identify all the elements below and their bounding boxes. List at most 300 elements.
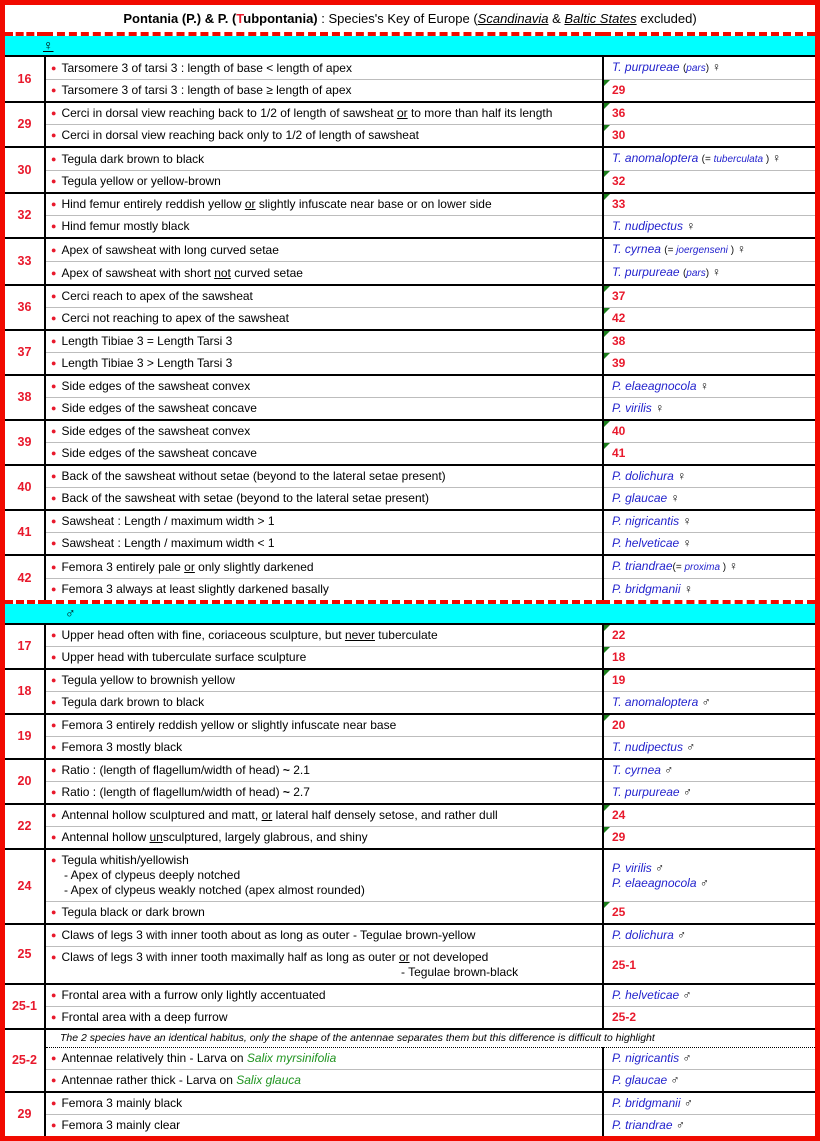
corner-marker-icon	[604, 805, 610, 811]
criterion-cell[interactable]	[45, 125, 603, 148]
text-segment: Femora 3 mainly black	[61, 1096, 183, 1110]
text-segment: Tegula yellow to brownish yellow	[61, 673, 235, 687]
text-segment: The 2 species have an identical habitus, only the shape of the antennae separates them but this difference is difficult to highlight	[60, 1032, 655, 1044]
criterion-cell[interactable]	[45, 285, 603, 308]
key-entry-row	[5, 924, 815, 947]
key-number-cell[interactable]: 41	[5, 510, 45, 555]
species-result-cell[interactable]	[603, 737, 815, 760]
key-entry-row	[5, 125, 815, 148]
key-number-cell[interactable]: 22	[5, 804, 45, 849]
ref-result-cell[interactable]	[603, 669, 815, 692]
criterion-cell[interactable]	[45, 1007, 603, 1030]
female-section-band	[5, 34, 815, 56]
text-segment: Frontal area with a deep furrow	[61, 1010, 228, 1024]
key-entry-row	[5, 420, 815, 443]
text-segment: ♀	[655, 401, 665, 415]
key-entry-row	[5, 262, 815, 286]
criterion-cell[interactable]	[45, 804, 603, 827]
species-result-cell[interactable]	[603, 488, 815, 511]
ref-number: 42	[612, 311, 626, 325]
species-result-cell[interactable]	[603, 782, 815, 805]
species-result-cell[interactable]	[603, 555, 815, 579]
species-name: T. cyrnea	[612, 242, 665, 256]
key-entry-row	[5, 647, 815, 670]
text-segment: )	[705, 63, 712, 74]
text-segment: - Apex of clypeus weakly notched (apex almost rounded)	[64, 883, 365, 897]
species-name: P. dolichura	[612, 469, 678, 483]
bullet-icon: ●	[51, 584, 57, 594]
text-segment: ~	[282, 785, 290, 799]
ref-result-cell[interactable]	[603, 714, 815, 737]
key-number-cell[interactable]: 24	[5, 849, 45, 924]
text-segment: ♀	[771, 151, 781, 165]
key-entry-row	[5, 714, 815, 737]
text-segment: Tegula yellow or yellow-brown	[61, 174, 221, 188]
key-entry-row	[5, 737, 815, 760]
host-plant-name: Salix glauca	[236, 1073, 301, 1087]
ref-number: 41	[612, 446, 626, 460]
bullet-icon: ●	[51, 516, 57, 526]
species-name: pars	[686, 268, 706, 279]
species-name: tuberculata	[713, 154, 764, 165]
species-result-cell[interactable]	[603, 849, 815, 902]
species-result-cell[interactable]	[603, 1048, 815, 1070]
species-result-cell[interactable]	[603, 147, 815, 171]
text-segment: Femora 3 always at least slightly darkened basally	[61, 582, 329, 596]
text-segment: Claws of legs 3 with inner tooth maximally half as long as outer	[61, 950, 399, 964]
corner-marker-icon	[604, 125, 610, 131]
ref-result-cell[interactable]	[603, 947, 815, 985]
criterion-cell[interactable]	[45, 56, 603, 80]
ref-result-cell[interactable]	[603, 193, 815, 216]
key-entry-row	[5, 782, 815, 805]
key-entry-row	[5, 984, 815, 1007]
text-segment: ♂	[675, 1118, 685, 1132]
key-entry-row	[5, 216, 815, 239]
corner-marker-icon	[604, 308, 610, 314]
ref-result-cell[interactable]	[603, 330, 815, 353]
corner-marker-icon	[604, 902, 610, 908]
key-number-cell[interactable]: 25-2	[5, 1029, 45, 1092]
text-segment: ~	[282, 763, 290, 777]
text-segment: ♂	[682, 988, 692, 1002]
criterion-cell[interactable]	[45, 647, 603, 670]
ref-result-cell[interactable]	[603, 804, 815, 827]
species-result-cell[interactable]	[603, 1070, 815, 1093]
text-segment: ♀	[699, 379, 709, 393]
key-number-cell[interactable]: 16	[5, 56, 45, 102]
corner-marker-icon	[604, 194, 610, 200]
ref-result-cell[interactable]	[603, 285, 815, 308]
criterion-cell[interactable]	[45, 902, 603, 925]
criterion-cell[interactable]	[45, 262, 603, 286]
ref-number: 37	[612, 289, 626, 303]
text-segment: - Tegulae brown-black	[401, 965, 519, 979]
key-entry-row	[5, 624, 815, 647]
species-name: T. nudipectus	[612, 219, 687, 233]
text-segment: un	[149, 830, 163, 844]
species-key-table	[5, 5, 815, 1136]
bullet-icon: ●	[51, 153, 57, 164]
ref-number: 29	[612, 83, 626, 97]
bullet-icon: ●	[51, 381, 57, 391]
text-segment: Side edges of the sawsheat concave	[61, 446, 257, 460]
criterion-cell[interactable]	[45, 555, 603, 579]
species-name: proxima	[684, 562, 721, 573]
criterion-cell[interactable]	[45, 714, 603, 737]
text-segment: ♂	[670, 1073, 680, 1087]
text-segment: ♂	[677, 928, 687, 942]
species-name: P. elaeagnocola	[612, 379, 700, 393]
text-segment: Length Tibiae 3 = Length Tarsi 3	[61, 334, 233, 348]
species-name: P. triandrae	[612, 559, 673, 573]
ref-number: 40	[612, 424, 626, 438]
text-segment: ♂	[682, 1051, 692, 1065]
bullet-icon: ●	[51, 313, 57, 323]
text-segment: Antennal hollow	[61, 830, 150, 844]
key-entry-row	[5, 804, 815, 827]
ref-result-cell[interactable]	[603, 624, 815, 647]
criterion-cell[interactable]	[45, 193, 603, 216]
title-end: excluded)	[636, 11, 697, 26]
key-number-cell[interactable]: 18	[5, 669, 45, 714]
species-name: P. helveticae	[612, 988, 683, 1002]
criterion-cell[interactable]	[45, 924, 603, 947]
key-number-cell[interactable]: 33	[5, 238, 45, 285]
species-result-cell[interactable]	[603, 1092, 815, 1115]
key-number-cell[interactable]: 39	[5, 420, 45, 465]
criterion-cell[interactable]	[45, 1092, 603, 1115]
key-entry-row	[5, 947, 815, 985]
text-segment: ♀	[682, 514, 692, 528]
text-segment: Sawsheat : Length / maximum width > 1	[61, 514, 275, 528]
ref-number: 25-2	[612, 1010, 637, 1024]
ref-number: 29	[612, 830, 626, 844]
text-segment: never	[344, 628, 375, 642]
corner-marker-icon	[604, 353, 610, 359]
criterion-cell[interactable]	[45, 849, 603, 902]
criterion-cell[interactable]	[45, 827, 603, 850]
text-segment: Tarsomere 3 of tarsi 3 : length of base < length of apex	[61, 60, 352, 75]
ref-result-cell[interactable]	[603, 443, 815, 466]
criterion-cell[interactable]	[45, 398, 603, 421]
criterion-cell[interactable]	[45, 375, 603, 398]
title-genus-end: ubpontania)	[243, 11, 318, 26]
criterion-cell[interactable]	[45, 947, 603, 985]
key-number-cell[interactable]: 32	[5, 193, 45, 238]
species-result-cell[interactable]	[603, 465, 815, 488]
key-number-cell[interactable]: 29	[5, 1092, 45, 1136]
species-result-cell[interactable]	[603, 216, 815, 239]
criterion-cell[interactable]	[45, 308, 603, 331]
bullet-icon: ●	[51, 267, 57, 278]
ref-result-cell[interactable]	[603, 125, 815, 148]
key-entry-row	[5, 1092, 815, 1115]
criterion-cell[interactable]	[45, 1048, 603, 1070]
key-number-cell[interactable]: 25	[5, 924, 45, 984]
species-name: P. glaucae	[612, 1073, 671, 1087]
text-segment: (=	[672, 562, 685, 573]
criterion-cell[interactable]	[45, 171, 603, 194]
text-segment: Hind femur mostly black	[61, 219, 190, 233]
species-result-cell[interactable]	[603, 238, 815, 262]
key-entry-row	[5, 330, 815, 353]
text-segment: Antennal hollow sculptured and matt,	[61, 808, 262, 822]
text-segment: ♀	[682, 536, 692, 550]
ref-number: 20	[612, 718, 626, 732]
species-result-cell[interactable]	[603, 533, 815, 556]
text-segment: ♂	[682, 785, 692, 799]
text-segment: Tarsomere 3 of tarsi 3 : length of base ≥ length of apex	[61, 83, 352, 97]
text-segment: Cerci reach to apex of the sawsheat	[61, 289, 253, 303]
bullet-icon: ●	[51, 358, 57, 368]
text-segment: slightly infuscate near base or on lower side	[255, 197, 492, 211]
key-entry-row	[5, 443, 815, 466]
text-segment: ♀	[670, 491, 680, 505]
criterion-cell[interactable]	[45, 80, 603, 103]
key-entry-row	[5, 171, 815, 194]
ref-number: 18	[612, 650, 626, 664]
ref-number: 22	[612, 628, 626, 642]
key-entry-row	[5, 398, 815, 421]
text-segment: Upper head with tuberculate surface sculpture	[61, 650, 307, 664]
species-result-cell[interactable]	[603, 579, 815, 603]
species-result-cell[interactable]	[603, 1115, 815, 1137]
corner-marker-icon	[604, 331, 610, 337]
key-number-cell[interactable]: 17	[5, 624, 45, 669]
key-entry-row	[5, 353, 815, 376]
key-entry-row	[5, 488, 815, 511]
ref-number: 39	[612, 356, 626, 370]
text-segment: Ratio : (length of flagellum/width of head)	[61, 785, 283, 799]
species-result-cell[interactable]	[603, 924, 815, 947]
ref-result-cell[interactable]	[603, 902, 815, 925]
text-segment: Antennae rather thick - Larva on	[61, 1073, 237, 1087]
species-name: T. anomaloptera	[612, 695, 702, 709]
key-number-cell[interactable]: 38	[5, 375, 45, 420]
key-number-cell[interactable]: 29	[5, 102, 45, 147]
criterion-cell[interactable]	[45, 147, 603, 171]
key-number-cell[interactable]: 36	[5, 285, 45, 330]
corner-marker-icon	[604, 171, 610, 177]
ref-result-cell[interactable]	[603, 102, 815, 125]
text-segment: Femora 3 mostly black	[61, 740, 183, 754]
text-segment: or	[398, 950, 410, 964]
title-amp: &	[548, 11, 565, 26]
criterion-cell[interactable]	[45, 669, 603, 692]
criterion-cell[interactable]	[45, 353, 603, 376]
text-segment: )	[705, 268, 712, 279]
species-result-cell[interactable]	[603, 398, 815, 421]
ref-number: 19	[612, 673, 626, 687]
species-name: P. bridgmanii	[612, 1096, 684, 1110]
bullet-icon: ●	[51, 244, 57, 255]
title-genus: Pontania (P.) & P. (	[123, 11, 237, 26]
key-entry-row	[5, 902, 815, 925]
species-result-cell[interactable]	[603, 510, 815, 533]
text-segment: Back of the sawsheat without setae (beyond to the lateral setae present)	[61, 469, 446, 483]
text-segment: or	[184, 559, 195, 574]
key-entry-row	[5, 533, 815, 556]
text-segment: ♂	[655, 860, 665, 875]
text-segment: ♀	[683, 582, 693, 596]
bullet-icon: ●	[51, 630, 57, 640]
criterion-cell[interactable]	[45, 692, 603, 715]
criterion-cell[interactable]	[45, 216, 603, 239]
species-result-cell[interactable]	[603, 984, 815, 1007]
corner-marker-icon	[604, 286, 610, 292]
criterion-cell[interactable]	[45, 465, 603, 488]
text-segment: Apex of sawsheat with short	[61, 265, 215, 280]
species-name: joergenseni	[676, 245, 728, 256]
text-segment: ♂	[699, 875, 709, 890]
text-segment: ♀	[711, 265, 721, 279]
key-entry-row	[5, 147, 815, 171]
criterion-cell[interactable]	[45, 420, 603, 443]
bullet-icon: ●	[51, 907, 57, 917]
text-segment: Upper head often with fine, coriaceous sculpture, but	[61, 628, 345, 642]
text-segment: 2.1	[289, 763, 310, 777]
species-name: P. virilis	[612, 860, 656, 875]
text-segment: not developed	[409, 950, 489, 964]
ref-result-cell[interactable]	[603, 353, 815, 376]
bullet-icon: ●	[51, 675, 57, 685]
ref-number: 25-1	[612, 957, 637, 972]
bullet-icon: ●	[51, 765, 57, 775]
bullet-icon: ●	[51, 471, 57, 481]
criterion-cell[interactable]	[45, 443, 603, 466]
ref-result-cell[interactable]	[603, 647, 815, 670]
key-entry-row	[5, 827, 815, 850]
bullet-icon: ●	[51, 990, 57, 1000]
key-number-cell[interactable]: 42	[5, 555, 45, 602]
bullet-icon: ●	[51, 697, 57, 707]
text-segment: ♂	[686, 740, 696, 754]
species-name: P. virilis	[612, 401, 656, 415]
criterion-cell[interactable]	[45, 330, 603, 353]
text-segment: Apex of sawsheat with long curved setae	[61, 242, 279, 257]
text-segment: Back of the sawsheat with setae (beyond to the lateral setae present)	[61, 491, 429, 505]
ref-result-cell[interactable]	[603, 1007, 815, 1030]
key-entry-row	[5, 1070, 815, 1093]
bullet-icon: ●	[51, 1098, 57, 1108]
text-segment: ♀	[728, 559, 738, 573]
corner-marker-icon	[604, 715, 610, 721]
key-number-cell[interactable]: 20	[5, 759, 45, 804]
bullet-icon: ●	[51, 85, 57, 95]
key-entry-row	[5, 510, 815, 533]
text-segment: ♀	[686, 219, 696, 233]
species-result-cell[interactable]	[603, 262, 815, 286]
bullet-icon: ●	[51, 720, 57, 730]
text-segment: Cerci in dorsal view reaching back only to 1/2 of length of sawsheat	[61, 128, 419, 142]
criterion-cell[interactable]	[45, 533, 603, 556]
species-name: P. elaeagnocola	[612, 875, 700, 890]
key-number-cell[interactable]: 40	[5, 465, 45, 510]
corner-marker-icon	[604, 103, 610, 109]
criterion-cell[interactable]	[45, 102, 603, 125]
female-section-header-row	[5, 34, 815, 56]
key-number-cell[interactable]: 30	[5, 147, 45, 193]
male-section-band	[5, 602, 815, 624]
title-region-scandinavia: Scandinavia	[477, 11, 549, 26]
criterion-cell[interactable]	[45, 1070, 603, 1093]
bullet-icon: ●	[51, 448, 57, 458]
text-segment: Tegula dark brown to black	[61, 151, 205, 166]
text-segment: )	[727, 245, 737, 256]
ref-result-cell[interactable]	[603, 420, 815, 443]
text-segment: (=	[701, 154, 714, 165]
species-result-cell[interactable]	[603, 759, 815, 782]
ref-result-cell[interactable]	[603, 80, 815, 103]
ref-number: 32	[612, 174, 626, 188]
criterion-cell[interactable]	[45, 782, 603, 805]
text-segment: Cerci in dorsal view reaching back to 1/2 of length of sawsheat	[61, 106, 397, 120]
ref-result-cell[interactable]	[603, 171, 815, 194]
species-result-cell[interactable]	[603, 375, 815, 398]
male-symbol: ♂	[65, 605, 76, 621]
criterion-cell[interactable]	[45, 1115, 603, 1137]
text-segment: (	[682, 63, 687, 74]
key-entry-row	[5, 669, 815, 692]
bullet-icon: ●	[51, 832, 57, 842]
ref-number: 33	[612, 197, 626, 211]
corner-marker-icon	[604, 625, 610, 631]
text-segment: sculptured, largely glabrous, and shiny	[162, 830, 368, 844]
text-segment: ♀	[711, 60, 721, 74]
corner-marker-icon	[604, 827, 610, 833]
text-segment: Side edges of the sawsheat convex	[61, 424, 251, 438]
ref-result-cell[interactable]	[603, 308, 815, 331]
key-entry-row	[5, 375, 815, 398]
key-number-cell[interactable]: 19	[5, 714, 45, 759]
text-segment: )	[720, 562, 729, 573]
key-number-cell[interactable]: 25-1	[5, 984, 45, 1029]
bullet-icon: ●	[51, 1075, 57, 1085]
bullet-icon: ●	[51, 1120, 57, 1130]
text-segment: tuberculate	[374, 628, 438, 642]
text-segment: Cerci not reaching to apex of the sawsheat	[61, 311, 289, 325]
bullet-icon: ●	[51, 561, 57, 572]
bullet-icon: ●	[51, 130, 57, 140]
species-result-cell[interactable]	[603, 56, 815, 80]
species-name: T. nudipectus	[612, 740, 687, 754]
criterion-cell[interactable]	[45, 488, 603, 511]
criterion-cell[interactable]	[45, 510, 603, 533]
species-result-cell[interactable]	[603, 692, 815, 715]
key-entry-row	[5, 465, 815, 488]
criterion-cell[interactable]	[45, 737, 603, 760]
criterion-cell[interactable]	[45, 624, 603, 647]
bullet-icon: ●	[51, 403, 57, 413]
text-segment: Length Tibiae 3 > Length Tarsi 3	[61, 356, 233, 370]
species-name: P. bridgmanii	[612, 582, 684, 596]
criterion-cell[interactable]	[45, 759, 603, 782]
key-entry-row	[5, 579, 815, 603]
criterion-cell[interactable]	[45, 238, 603, 262]
corner-marker-icon	[604, 80, 610, 86]
key-entry-row	[5, 555, 815, 579]
text-segment: ♂	[664, 763, 674, 777]
bullet-icon: ●	[51, 810, 57, 820]
ref-result-cell[interactable]	[603, 827, 815, 850]
key-entry-row	[5, 56, 815, 80]
criterion-cell[interactable]	[45, 984, 603, 1007]
key-number-cell[interactable]: 37	[5, 330, 45, 375]
key-entry-row	[5, 1007, 815, 1030]
criterion-cell[interactable]	[45, 579, 603, 603]
ref-number: 24	[612, 808, 626, 822]
